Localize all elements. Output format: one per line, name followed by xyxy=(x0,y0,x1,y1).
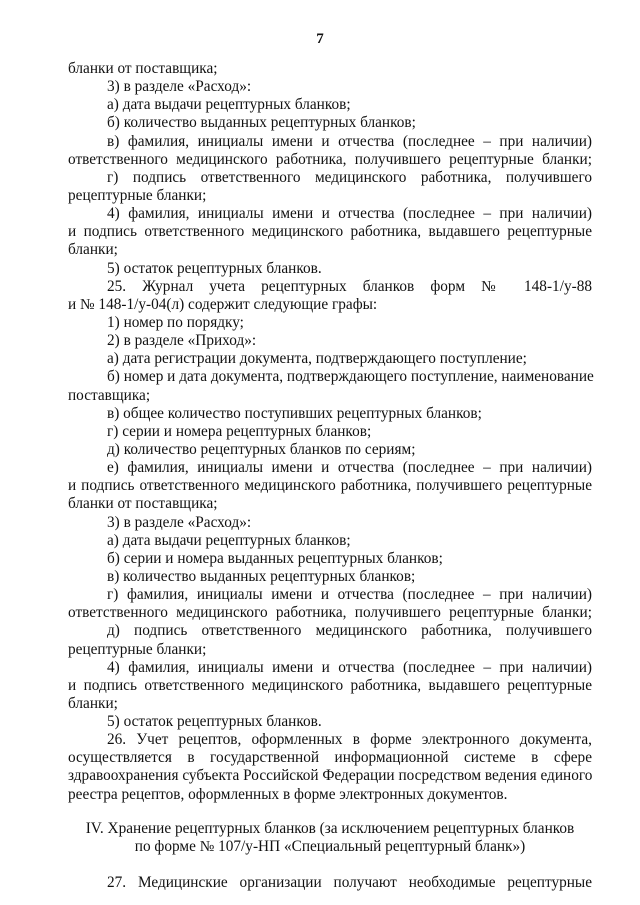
text-line: рецептурные бланки; xyxy=(68,640,207,658)
text-line: а) дата регистрации документа, подтверждающего поступление; xyxy=(107,350,527,368)
text-line: б) номер и дата документа, подтверждающего поступление, наименование xyxy=(107,368,594,386)
text-line: 2) в разделе «Приход»: xyxy=(107,332,257,350)
text-line: 3) в разделе «Расход»: xyxy=(107,78,252,96)
text-line: 5) остаток рецептурных бланков. xyxy=(107,713,322,731)
text-line: г) подпись ответственного медицинского работника, получившего xyxy=(107,168,592,186)
text-line: бланки от поставщика; xyxy=(68,60,218,77)
text-line: здравоохранения субъекта Российской Федерации посредством ведения единого xyxy=(68,767,593,785)
text-line: 3) в разделе «Расход»: xyxy=(107,513,252,531)
section-heading-line-1: IV. Хранение рецептурных бланков (за исключением рецептурных бланков xyxy=(85,819,575,837)
text-line: г) фамилия, инициалы имени и отчества (последнее – при наличии) xyxy=(107,586,592,604)
text-line: 1) номер по порядку; xyxy=(107,313,244,331)
text-line: 5) остаток рецептурных бланков. xyxy=(107,259,322,277)
text-line: бланки; xyxy=(68,694,118,712)
text-line: 26. Учет рецептов, оформленных в форме электронного документа, xyxy=(107,731,592,749)
text-line: бланки; xyxy=(68,241,118,259)
text-line: е) фамилия, инициалы имени и отчества (последнее – при наличии) xyxy=(107,459,592,477)
text-line: д) количество рецептурных бланков по сериям; xyxy=(107,440,416,458)
text-line: 4) фамилия, инициалы имени и отчества (последнее – при наличии) xyxy=(107,658,592,676)
text-line: д) подпись ответственного медицинского работника, получившего xyxy=(107,622,592,640)
text-line: поставщика; xyxy=(68,386,151,404)
text-line: а) дата выдачи рецептурных бланков; xyxy=(107,531,351,549)
text-line: ответственного медицинского работника, получившего рецептурные бланки; xyxy=(68,604,592,622)
text-line: ответственного медицинского работника, получившего рецептурные бланки; xyxy=(68,150,592,168)
section-heading-line-2: по форме № 107/у-НП «Специальный рецептурный бланк») xyxy=(134,837,526,855)
text-line: 25. Журнал учета рецептурных бланков форм № 148-1/у-88 xyxy=(107,277,592,295)
text-line: рецептурные бланки; xyxy=(68,186,207,204)
text-line: г) серии и номера рецептурных бланков; xyxy=(107,422,372,440)
text-line: бланки от поставщика; xyxy=(68,495,218,513)
document-body xyxy=(68,60,592,892)
text-line: и подпись ответственного медицинского работника, выдавшего рецептурные xyxy=(68,676,592,694)
text-line: б) серии и номера выданных рецептурных бланков; xyxy=(107,549,443,567)
text-line: 4) фамилия, инициалы имени и отчества (последнее – при наличии) xyxy=(107,205,592,223)
text-line: в) количество выданных рецептурных бланков; xyxy=(107,567,416,585)
text-line: 27. Медицинские организации получают необходимые рецептурные xyxy=(107,874,592,892)
spacer xyxy=(68,856,592,874)
text-line: б) количество выданных рецептурных бланков; xyxy=(107,114,416,132)
page-number: 7 xyxy=(316,31,324,47)
text-line: и подпись ответственного медицинского работника, получившего рецептурные xyxy=(68,477,592,495)
text-line: в) фамилия, инициалы имени и отчества (последнее – при наличии) xyxy=(107,132,592,150)
text-line: а) дата выдачи рецептурных бланков; xyxy=(107,96,351,114)
text-line: и № 148-1/у-04(л) содержит следующие графы: xyxy=(68,295,378,313)
text-line: и подпись ответственного медицинского работника, выдавшего рецептурные xyxy=(68,223,592,241)
spacer xyxy=(68,804,592,820)
text-line: реестра рецептов, оформленных в форме электронных документов. xyxy=(68,785,508,803)
text-line: в) общее количество поступивших рецептурных бланков; xyxy=(107,404,482,422)
text-line: осуществляется в государственной информационной системе в сфере xyxy=(68,749,592,767)
